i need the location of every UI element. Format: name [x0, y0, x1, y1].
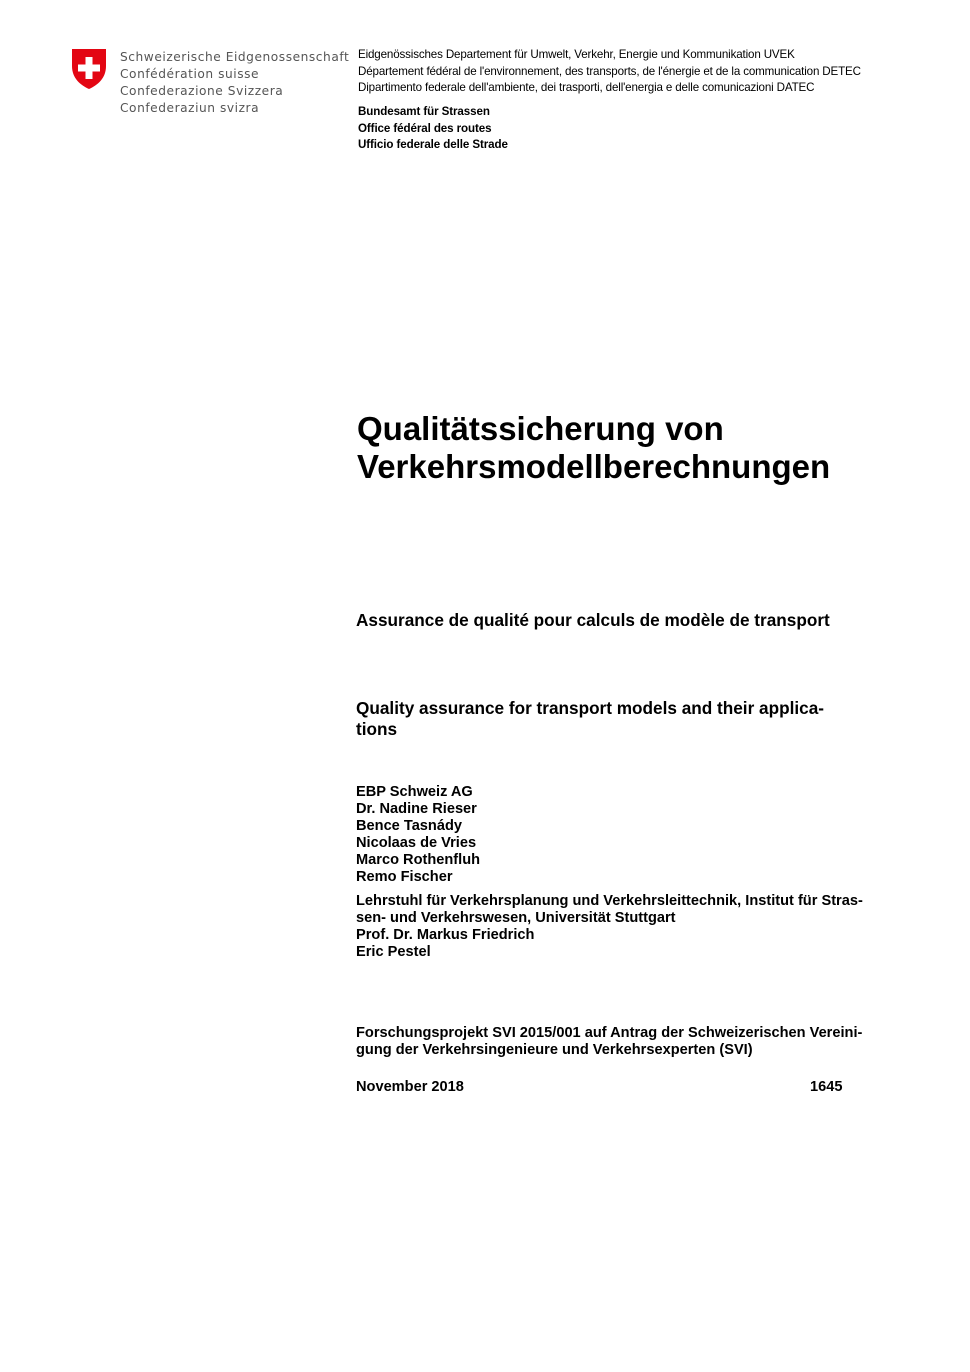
author-organization: EBP Schweiz AG	[356, 784, 473, 800]
author-name: Nicolaas de Vries	[356, 835, 477, 851]
author-name: Marco Rothenfluh	[356, 852, 481, 868]
office-de: Bundesamt für Strassen	[358, 105, 490, 118]
report-number: 1645	[810, 1079, 843, 1095]
confederation-it: Confederazione Svizzera	[120, 84, 284, 98]
subtitle-english	[356, 698, 856, 740]
confederation-de: Schweizerische Eidgenossenschaft	[120, 50, 350, 64]
subtitle-line: Assurance de qualité pour calculs de modèle de transport	[356, 610, 830, 630]
title-line: Verkehrsmodellberechnungen	[357, 448, 831, 485]
author-name: Prof. Dr. Markus Friedrich	[356, 927, 535, 943]
swiss-cross-shield-icon	[71, 48, 107, 90]
author-organization: sen- und Verkehrswesen, Universität Stuttgart	[356, 910, 676, 926]
subtitle-line: Quality assurance for transport models and their applica-	[356, 698, 824, 718]
author-name: Eric Pestel	[356, 944, 431, 960]
authors-stuttgart	[356, 893, 886, 961]
research-project-note	[356, 1025, 886, 1059]
confederation-fr: Confédération suisse	[120, 67, 260, 81]
author-organization: Lehrstuhl für Verkehrsplanung und Verkehrsleittechnik, Institut für Stras-	[356, 893, 863, 909]
subtitle-french	[356, 610, 856, 631]
document-title	[357, 410, 917, 486]
title-line: Qualitätssicherung von	[357, 410, 724, 447]
department-it: Dipartimento federale dell'ambiente, dei trasporti, dell'energia e delle comunicazioni DATEC	[358, 81, 815, 94]
authors-ebp	[356, 784, 886, 886]
department-de: Eidgenössisches Departement für Umwelt, Verkehr, Energie und Kommunikation UVEK	[358, 48, 795, 61]
project-line: gung der Verkehrsingenieure und Verkehrsexperten (SVI)	[356, 1042, 753, 1058]
office-fr: Office fédéral des routes	[358, 122, 492, 135]
author-name: Dr. Nadine Rieser	[356, 801, 477, 817]
cross-horizontal	[78, 65, 100, 72]
project-line: Forschungsprojekt SVI 2015/001 auf Antrag der Schweizerischen Vereini-	[356, 1025, 863, 1041]
department-fr: Département fédéral de l'environnement, des transports, de l'énergie et de la communication DETEC	[358, 65, 861, 78]
author-name: Bence Tasnády	[356, 818, 462, 834]
office-it: Ufficio federale delle Strade	[358, 138, 508, 151]
publication-date: November 2018	[356, 1079, 464, 1095]
confederation-rm: Confederaziun svizra	[120, 101, 260, 115]
subtitle-line: tions	[356, 719, 398, 739]
author-name: Remo Fischer	[356, 869, 453, 885]
